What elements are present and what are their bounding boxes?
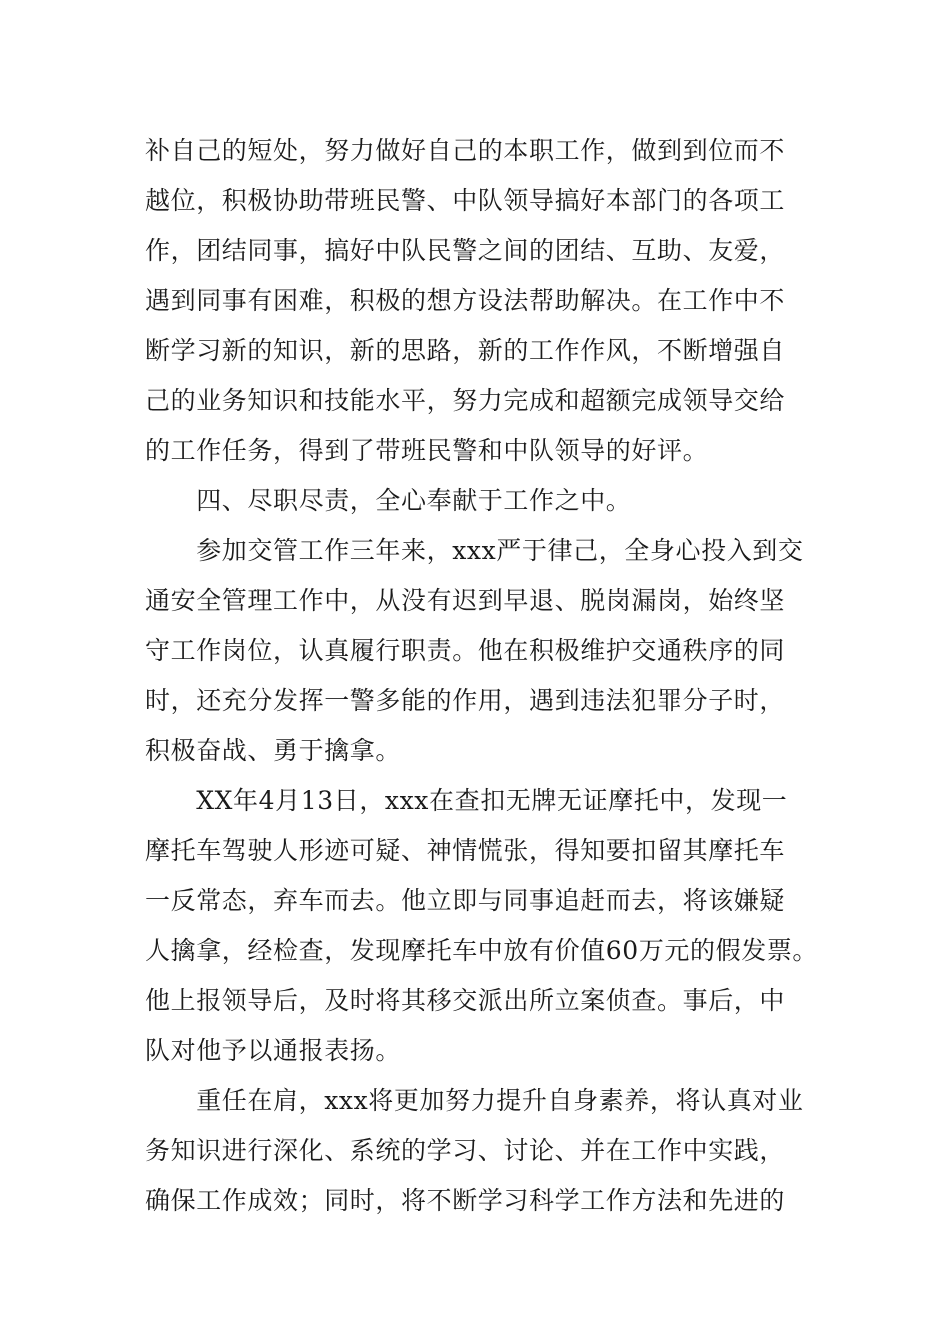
text-line: 时，还充分发挥一警多能的作用，遇到违法犯罪分子时， [145, 686, 786, 715]
text-line: 务知识进行深化、系统的学习、讨论、并在工作中实践， [145, 1136, 786, 1165]
text-line: 一反常态，弃车而去。他立即与同事追赶而去，将该嫌疑 [145, 886, 786, 915]
text-line: 摩托车驾驶人形迹可疑、神情慌张，得知要扣留其摩托车 [145, 836, 786, 865]
text-line: 参加交管工作三年来，xxx严于律己，全身心投入到交 [145, 536, 804, 565]
text-line: 他上报领导后，及时将其移交派出所立案侦查。事后，中 [145, 986, 786, 1015]
text-line: XX年4月13日，xxx在查扣无牌无证摩托中，发现一 [145, 786, 788, 815]
text-line: 断学习新的知识，新的思路，新的工作作风，不断增强自 [145, 336, 786, 365]
text-line: 补自己的短处，努力做好自己的本职工作，做到到位而不 [145, 136, 786, 165]
text-line: 通安全管理工作中，从没有迟到早退、脱岗漏岗，始终坚 [145, 586, 786, 615]
text-line: 遇到同事有困难，积极的想方设法帮助解决。在工作中不 [145, 286, 786, 315]
text-line: 的工作任务，得到了带班民警和中队领导的好评。 [145, 436, 709, 465]
text-line: 重任在肩，xxx将更加努力提升自身素养，将认真对业 [145, 1086, 804, 1115]
text-line: 己的业务知识和技能水平，努力完成和超额完成领导交给 [145, 386, 786, 415]
text-line: 人擒拿，经检查，发现摩托车中放有价值60万元的假发票。 [145, 936, 819, 965]
text-line: 作，团结同事，搞好中队民警之间的团结、互助、友爱， [145, 236, 786, 265]
section-heading: 四、尽职尽责，全心奉献于工作之中。 [145, 486, 632, 515]
text-line: 确保工作成效；同时，将不断学习科学工作方法和先进的 [145, 1186, 786, 1215]
text-line: 积极奋战、勇于擒拿。 [145, 736, 402, 765]
text-line: 队对他予以通报表扬。 [145, 1036, 402, 1065]
text-line: 越位，积极协助带班民警、中队领导搞好本部门的各项工 [145, 186, 786, 215]
text-line: 守工作岗位，认真履行职责。他在积极维护交通秩序的同 [145, 636, 786, 665]
